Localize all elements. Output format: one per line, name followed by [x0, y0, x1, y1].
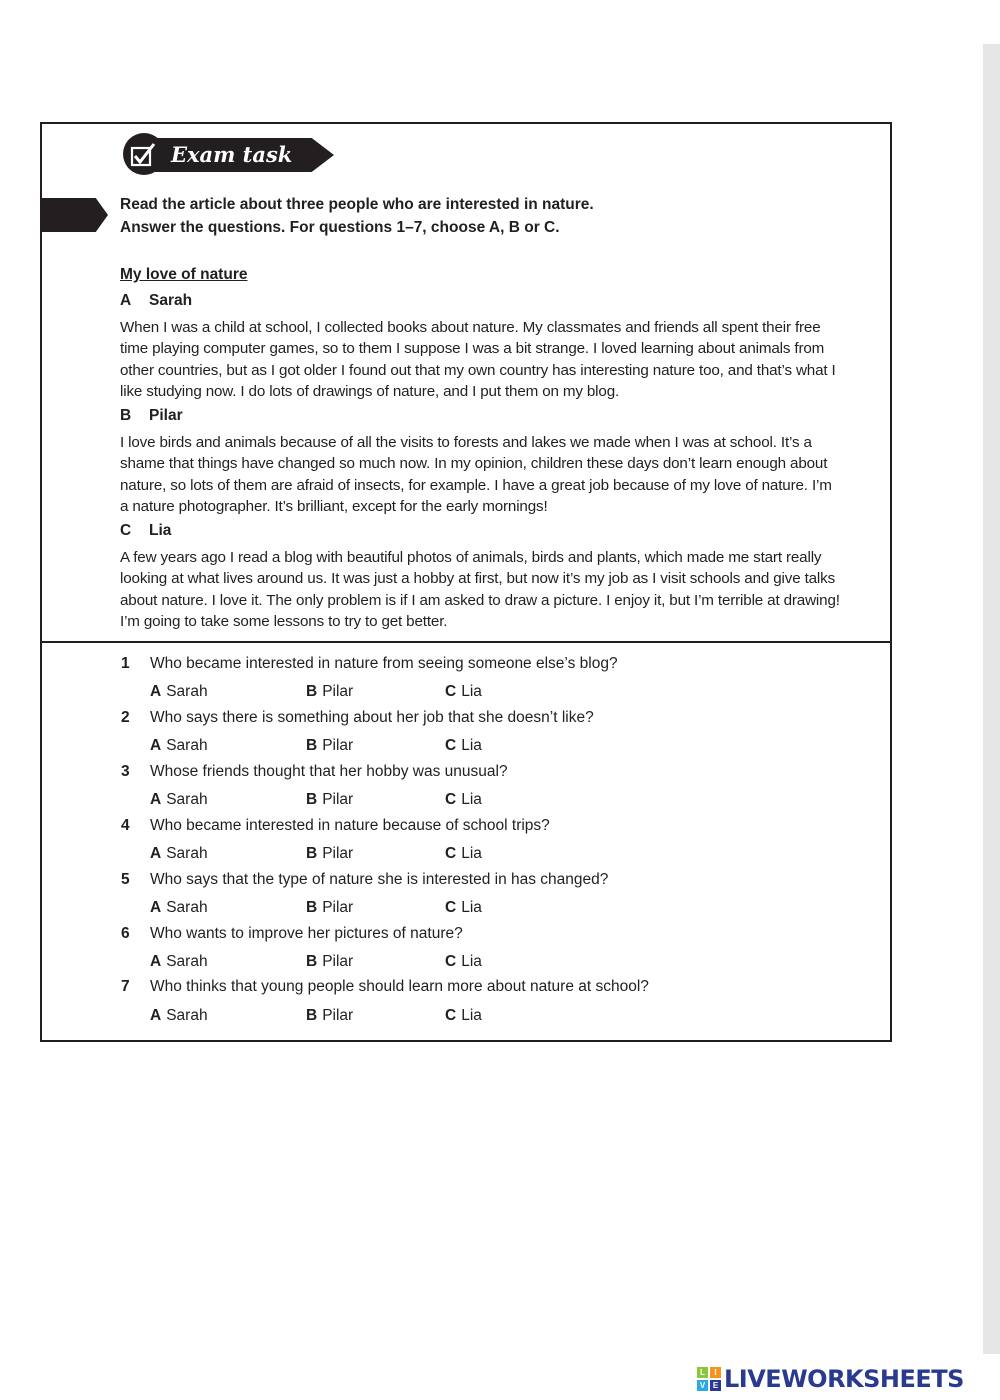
question-number: 7 [121, 978, 130, 995]
option-letter: B [306, 953, 318, 970]
option-b-q6[interactable] [306, 952, 353, 972]
option-letter: C [445, 953, 457, 970]
option-letter: A [150, 1007, 162, 1024]
section-text-sarah: When I was a child at school, I collected books about nature. My classmates and friends all spent their free time playing computer games, so to them I suppose I was a bit strange. I loved learning about animals from other countries, but as I got older I found out that my own country has interesting nature too, and that’s what I like studying now. I do lots of drawings of nature, and I put them on my blog. [120, 319, 836, 400]
logo-text: LIVEWORKSHEETS [724, 1365, 964, 1393]
option-letter: A [150, 899, 162, 916]
option-name: Pilar [322, 791, 354, 808]
option-letter: A [150, 683, 162, 700]
option-letter: B [306, 683, 318, 700]
question-text: Who thinks that young people should learn more about nature at school? [150, 978, 649, 995]
instruction-line-1: Read the article about three people who are interested in nature. [120, 196, 594, 213]
option-name: Sarah [166, 791, 208, 808]
option-name: Pilar [322, 683, 354, 700]
logo-cube: L [697, 1367, 708, 1378]
option-b-q3[interactable] [306, 790, 353, 810]
option-a-q2[interactable] [150, 736, 208, 756]
section-heading-sarah [120, 291, 192, 311]
question-text: Who wants to improve her pictures of nature? [150, 925, 463, 942]
logo-cubes-icon [697, 1367, 721, 1391]
option-name: Sarah [166, 899, 208, 916]
option-c-q4[interactable] [445, 844, 482, 864]
option-name: Lia [461, 845, 482, 862]
option-letter: B [306, 899, 318, 916]
question-number: 1 [121, 655, 130, 672]
option-a-q4[interactable] [150, 844, 208, 864]
option-a-q6[interactable] [150, 952, 208, 972]
logo-cube: I [710, 1367, 721, 1378]
option-name: Pilar [322, 737, 354, 754]
question-number: 2 [121, 709, 130, 726]
section-name: Pilar [149, 407, 183, 424]
option-name: Pilar [322, 953, 354, 970]
section-name: Sarah [149, 292, 193, 309]
liveworksheets-logo[interactable] [697, 1366, 964, 1392]
option-letter: C [445, 737, 457, 754]
option-c-q2[interactable] [445, 736, 482, 756]
option-name: Sarah [166, 737, 208, 754]
option-a-q3[interactable] [150, 790, 208, 810]
option-letter: B [306, 1007, 318, 1024]
question-text: Who became interested in nature from seeing someone else’s blog? [150, 655, 618, 672]
section-letter: B [120, 407, 132, 424]
option-name: Sarah [166, 683, 208, 700]
logo-cube: V [697, 1380, 708, 1391]
option-name: Lia [461, 1007, 482, 1024]
option-name: Lia [461, 899, 482, 916]
option-name: Sarah [166, 845, 208, 862]
option-letter: A [150, 791, 162, 808]
option-name: Sarah [166, 953, 208, 970]
option-b-q7[interactable] [306, 1006, 353, 1026]
question-number: 4 [121, 817, 130, 834]
section-heading-lia [120, 521, 171, 541]
option-name: Pilar [322, 1007, 354, 1024]
option-letter: B [306, 737, 318, 754]
option-letter: C [445, 683, 457, 700]
option-a-q5[interactable] [150, 898, 208, 918]
option-a-q1[interactable] [150, 682, 208, 702]
option-c-q3[interactable] [445, 790, 482, 810]
option-c-q7[interactable] [445, 1006, 482, 1026]
option-b-q4[interactable] [306, 844, 353, 864]
section-divider [40, 641, 892, 643]
option-letter: C [445, 791, 457, 808]
question-text: Who says that the type of nature she is interested in has changed? [150, 871, 609, 888]
option-letter: A [150, 737, 162, 754]
option-a-q7[interactable] [150, 1006, 208, 1026]
option-letter: A [150, 953, 162, 970]
question-text: Who says there is something about her job that she doesn’t like? [150, 709, 594, 726]
question-number: 5 [121, 871, 130, 888]
section-heading-pilar [120, 406, 183, 426]
side-arrow-tab [40, 198, 108, 232]
option-letter: B [306, 845, 318, 862]
exam-task-label: Exam task [171, 142, 293, 167]
question-number: 6 [121, 925, 130, 942]
option-name: Lia [461, 683, 482, 700]
option-c-q1[interactable] [445, 682, 482, 702]
instruction-line-2: Answer the questions. For questions 1–7, choose A, B or C. [120, 219, 560, 236]
section-letter: C [120, 522, 132, 539]
option-b-q5[interactable] [306, 898, 353, 918]
question-number: 3 [121, 763, 130, 780]
option-name: Lia [461, 737, 482, 754]
scrollbar-track[interactable] [983, 44, 1000, 1354]
option-b-q1[interactable] [306, 682, 353, 702]
option-letter: C [445, 1007, 457, 1024]
option-name: Lia [461, 791, 482, 808]
option-b-q2[interactable] [306, 736, 353, 756]
question-text: Whose friends thought that her hobby was unusual? [150, 763, 508, 780]
section-text-pilar: I love birds and animals because of all the visits to forests and lakes we made when I was at school. It’s a shame that things have changed so much now. In my opinion, children these days don’t learn enough about nature, so lots of them are afraid of insects, for example. I have a great job because of my love of nature. I’m a nature photographer. It’s brilliant, except for the early mornings! [120, 434, 832, 515]
section-letter: A [120, 292, 132, 309]
option-name: Lia [461, 953, 482, 970]
option-c-q5[interactable] [445, 898, 482, 918]
section-text-lia: A few years ago I read a blog with beautiful photos of animals, birds and plants, which made me start really looking at what lives around us. It was just a hobby at first, but now it’s my job as I visit schools and give talks about nature. I love it. The only problem is if I am asked to draw a picture. I enjoy it, but I’m terrible at drawing! I’m going to take some lessons to try to get better. [120, 549, 840, 630]
option-letter: A [150, 845, 162, 862]
checkbox-badge-icon [123, 133, 165, 175]
option-c-q6[interactable] [445, 952, 482, 972]
logo-cube: E [710, 1380, 721, 1391]
article-title: My love of nature [120, 266, 248, 283]
option-name: Pilar [322, 845, 354, 862]
option-name: Pilar [322, 899, 354, 916]
question-text: Who became interested in nature because of school trips? [150, 817, 550, 834]
option-letter: C [445, 899, 457, 916]
option-letter: C [445, 845, 457, 862]
option-name: Sarah [166, 1007, 208, 1024]
section-name: Lia [149, 522, 172, 539]
option-letter: B [306, 791, 318, 808]
